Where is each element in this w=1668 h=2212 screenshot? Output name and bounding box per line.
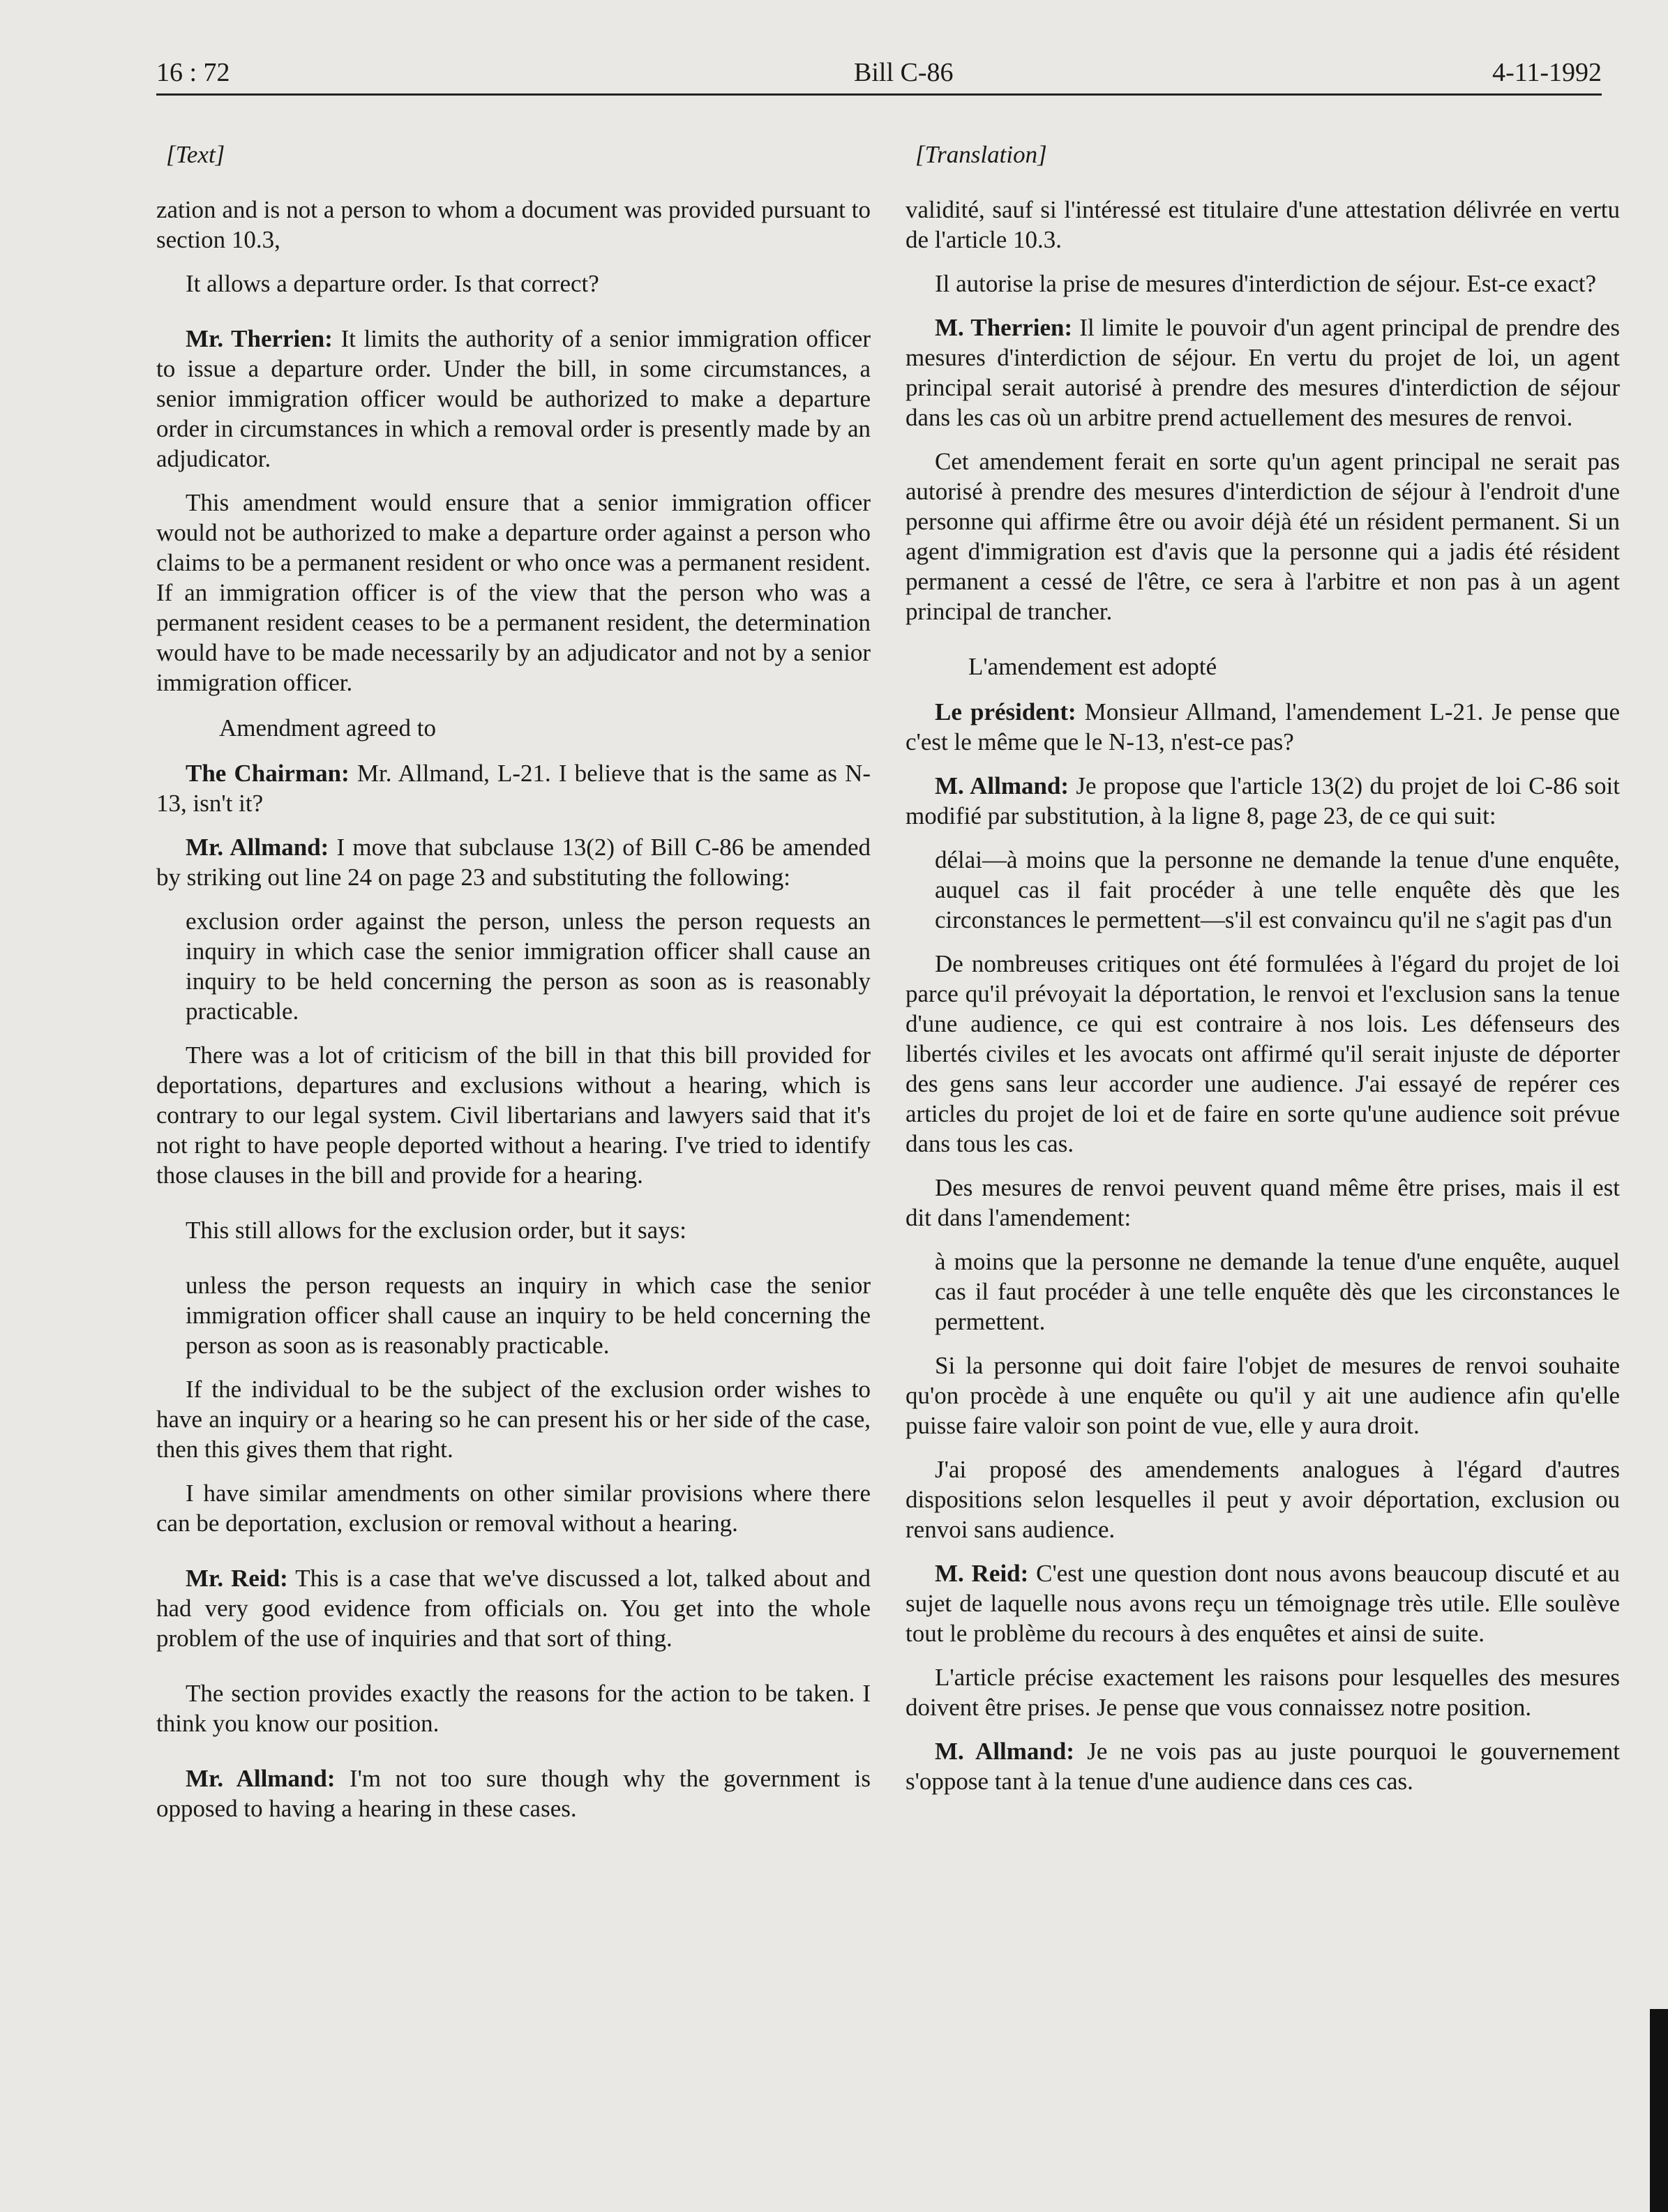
speech-text: I move that subclause 13(2) of Bill C-86 be amended by striking out line 24 on page 23 and substituting the following: xyxy=(156,834,871,891)
speech-text: I'm not too sure though why the government is opposed to having a hearing in these cases. xyxy=(156,1765,871,1822)
paragraph: The section provides exactly the reasons for the action to be taken. I think you know our position. xyxy=(156,1680,871,1737)
paragraph: Si la personne qui doit faire l'objet de mesures de renvoi souhaite qu'on procède à une enquête ou qu'il y ait une audience afin qu'elle puisse faire valoir son point de vue, elle y aura droit. xyxy=(906,1352,1620,1439)
motion-result: L'amendement est adopté xyxy=(968,653,1217,680)
paragraph: There was a lot of criticism of the bill in that this bill provided for deportations, departures and exclusions without a hearing, which is contrary to our legal system. Civil libertarians and lawyers said that it's not right to have people deported without a hearing. I've tried to identify those clauses in the bill and provide for a hearing. xyxy=(156,1041,871,1189)
speaker-name: M. Allmand: xyxy=(935,772,1069,799)
motion-result: Amendment agreed to xyxy=(219,714,437,742)
paragraph: validité, sauf si l'intéressé est titulaire d'une attestation délivrée en vertu de l'article 10.3. xyxy=(906,196,1620,253)
paragraph: I have similar amendments on other similar provisions where there can be deportation, exclusion or removal without a hearing. xyxy=(156,1480,871,1537)
paragraph: It allows a departure order. Is that correct? xyxy=(186,270,599,297)
page-date: 4-11-1992 xyxy=(1492,58,1602,87)
paragraph: This still allows for the exclusion order, but it says: xyxy=(186,1217,686,1244)
speech xyxy=(156,1563,871,1653)
speaker-name: M. Allmand: xyxy=(935,1738,1075,1765)
binding-edge-shadow xyxy=(1650,2009,1668,2212)
page-reference: 16 : 72 xyxy=(156,58,230,87)
paragraph: zation and is not a person to whom a document was provided pursuant to section 10.3, xyxy=(156,196,871,253)
speech-text: It limits the authority of a senior immigration officer to issue a departure order. Under the bill, in some circumstances, a senior immigration officer would be authorized to make a departure order in circumstances in which a removal order is presently made by an adjudicator. xyxy=(156,325,871,472)
bill-title: Bill C-86 xyxy=(854,58,954,87)
speaker-name: Mr. Reid: xyxy=(186,1565,288,1592)
speech-text: Je ne vois pas au juste pourquoi le gouvernement s'oppose tant à la tenue d'une audience dans ces cas. xyxy=(906,1738,1620,1795)
paragraph: L'article précise exactement les raisons pour lesquelles des mesures doivent être prises. Je pense que vous connaissez notre position. xyxy=(906,1664,1620,1721)
quoted-amendment: à moins que la personne ne demande la tenue d'une enquête, auquel cas il faut procéder à une telle enquête dès que les circonstances le permettent. xyxy=(935,1248,1620,1335)
column-label: [Translation] xyxy=(915,141,1047,168)
speech-text: C'est une question dont nous avons beaucoup discuté et au sujet de laquelle nous avons reçu un témoignage très utile. Elle soulève tout le problème du recours à des enquêtes et ainsi de suite. xyxy=(906,1560,1620,1647)
paragraph: De nombreuses critiques ont été formulées à l'égard du projet de loi parce qu'il prévoyait la déportation, le renvoi et l'exclusion sans la tenue d'une audience, ce qui est contraire à nos lois. Les défenseurs des libertés civiles et les avocats ont affirmé qu'il serait injuste de déporter des gens sans leur accorder une audience. J'ai essayé de repérer ces articles du projet de loi et de faire en sorte qu'une audience soit prévue dans tous les cas. xyxy=(906,950,1620,1157)
speech xyxy=(156,1763,871,1823)
paragraph: J'ai proposé des amendements analogues à l'égard d'autres dispositions selon lesquelles il peut y avoir déportation, exclusion ou renvoi sans audience. xyxy=(906,1456,1620,1543)
quoted-amendment: unless the person requests an inquiry in which case the senior immigration officer shall cause an inquiry to be held concerning the person as soon as is reasonably practicable. xyxy=(186,1272,871,1359)
paragraph: Il autorise la prise de mesures d'interdiction de séjour. Est-ce exact? xyxy=(935,270,1597,297)
speech xyxy=(906,313,1620,432)
speech xyxy=(156,832,871,892)
speaker-name: The Chairman: xyxy=(186,760,350,787)
speech xyxy=(906,1558,1620,1648)
quoted-amendment: exclusion order against the person, unless the person requests an inquiry in which case the senior immigration officer shall cause an inquiry to be held concerning the person as soon as is reasonably practicable. xyxy=(186,908,871,1025)
paragraph: If the individual to be the subject of the exclusion order wishes to have an inquiry or a hearing so he can present his or her side of the case, then this gives them that right. xyxy=(156,1376,871,1463)
speaker-name: M. Therrien: xyxy=(935,314,1073,341)
quoted-amendment: délai—à moins que la personne ne demande la tenue d'une enquête, auquel cas il fait procéder à une telle enquête dès que les circonstances le permettent—s'il est convaincu qu'il ne s'agit pas d'un xyxy=(935,846,1620,933)
speech-text: This is a case that we've discussed a lot, talked about and had very good evidence from officials on. You get into the whole problem of the use of inquiries and that sort of thing. xyxy=(156,1565,871,1652)
speech xyxy=(906,771,1620,831)
speaker-name: Le président: xyxy=(935,698,1076,725)
speech xyxy=(906,1736,1620,1796)
speech-text: Monsieur Allmand, l'amendement L-21. Je pense que c'est le même que le N-13, n'est-ce pas? xyxy=(906,698,1620,755)
speaker-name: Mr. Therrien: xyxy=(186,325,333,352)
speech xyxy=(906,697,1620,757)
page-header xyxy=(156,54,1602,96)
french-column xyxy=(906,140,1620,1810)
column-label: [Text] xyxy=(166,141,225,168)
speaker-name: M. Reid: xyxy=(935,1560,1029,1587)
paragraph: Des mesures de renvoi peuvent quand même être prises, mais il est dit dans l'amendement: xyxy=(906,1174,1620,1231)
speaker-name: Mr. Allmand: xyxy=(186,1765,336,1792)
english-column xyxy=(156,140,871,1837)
paragraph: This amendment would ensure that a senior immigration officer would not be authorized to make a departure order against a person who claims to be a permanent resident or who once was a permanent resident. If an immigration officer is of the view that the person who was a permanent resident ceases to be a permanent resident, the determination would have to be made necessarily by an adjudicator and not by a senior immigration officer. xyxy=(156,489,871,696)
speaker-name: Mr. Allmand: xyxy=(186,834,329,861)
speech-text: Mr. Allmand, L-21. I believe that is the same as N-13, isn't it? xyxy=(156,760,871,817)
speech-text: Il limite le pouvoir d'un agent principal de prendre des mesures d'interdiction de séjour. En vertu du projet de loi, un agent principal serait autorisé à prendre des mesures d'interdiction de séjour dans les cas où un arbitre prend actuellement des mesures de renvoi. xyxy=(906,314,1620,431)
speech-text: Je propose que l'article 13(2) du projet de loi C-86 soit modifié par substitution, à la ligne 8, page 23, de ce qui suit: xyxy=(906,772,1620,829)
paragraph: Cet amendement ferait en sorte qu'un agent principal ne serait pas autorisé à prendre des mesures d'interdiction de séjour à l'endroit d'une personne qui affirme être ou avoir déjà été un résident permanent. Si un agent d'immigration est d'avis que la personne qui a jadis été résident permanent a cessé de l'être, ce sera à l'arbitre et non pas à un agent principal de trancher. xyxy=(906,448,1620,625)
speech xyxy=(156,758,871,818)
speech xyxy=(156,324,871,474)
